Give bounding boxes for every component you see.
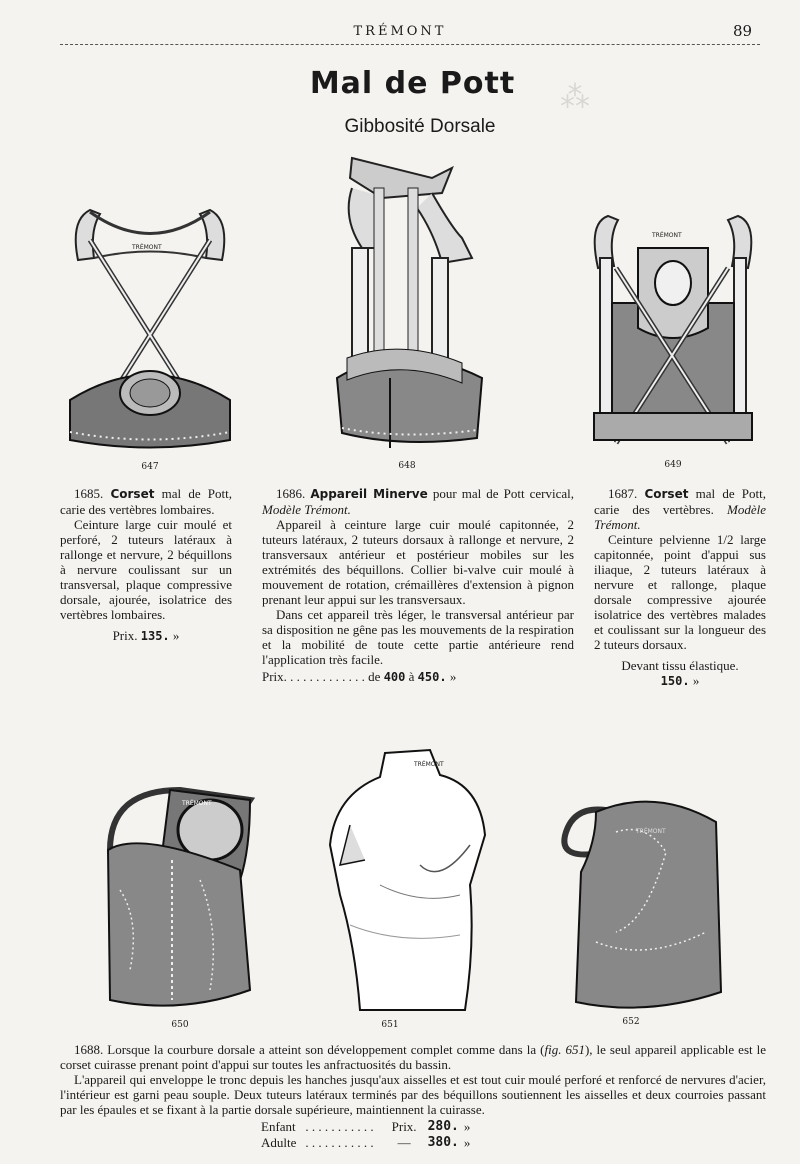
figure-651-number: 651 <box>381 1020 399 1030</box>
price-row-label: Adulte <box>261 1135 297 1150</box>
item-1685-price-line <box>60 628 232 644</box>
item-1685-price-suffix: » <box>172 628 180 643</box>
price-row-price: 280. <box>427 1119 459 1134</box>
item-1688-text: Lorsque la courbure dorsale a atteint son développement complet comme dans la <box>107 1042 537 1057</box>
item-1685 <box>60 486 232 644</box>
page-number: 89 <box>733 22 753 40</box>
cuirass-652-illustration <box>556 782 726 1017</box>
item-1687-number: 1687. <box>608 486 638 501</box>
item-1685-price: 135. <box>140 629 170 643</box>
price-row-adulte <box>260 1135 471 1151</box>
item-1686-price-from: 400 <box>383 670 406 684</box>
minerve-648-illustration <box>322 148 492 453</box>
figure-650 <box>100 770 260 1035</box>
corset-647-illustration <box>60 200 240 460</box>
item-1688: 1688. Lorsque la courbure dorsale a atteint son développement complet comme dans la (fig. 651), le seul appareil applicable est le corset cuirasse prenant point d'appui sur toutes les anfractuosités du bassin. L'appareil qui enveloppe le tronc depuis les hanches jusqu'aux aisselles et est tout cuir moulé perforé et renforcé de nervures d'acier, l'intérieur est garni peau souple. Deux tuteurs latéraux terminés par des béquillons soutiennent les aisselles et deux courroies passant par les épaules et se fixant à la partie dorsale supérieure, maintiennent la cuirasse. Enfant . . . . . . . . . . . Prix. 280. » Adulte . . . . . . . . . . . — 380. » <box>60 1042 766 1150</box>
item-1687-description: Ceinture pelvienne 1/2 large capitonnée, point d'appui sus iliaque, 2 tuteurs latéraux à nervure et rallonge, plaque dorsale compressive ajourée isolatrice des vertèbres malades et coulissant sur la longueur des 2 tuteurs dorsaux. <box>594 532 766 652</box>
figure-649-mark: TRÉMONT <box>652 232 682 239</box>
item-1685-lead: mal de Pott, carie des vertèbres lombaires. <box>60 486 233 517</box>
figure-647-mark: TRÉMONT <box>132 244 162 251</box>
item-1686 <box>262 486 574 685</box>
item-1686-description: Appareil à ceinture large cuir moulé capitonnée, 2 tuteurs latéraux, 2 tuteurs dorsaux à rallonge et nervure, 2 transversaux antérieur et postérieur mobiles sur les extrémités des béquillons. Collier bi-valve cuir moulé à mouvement de rotation, crémaillères d'extension à pignon prenant leur appui sur les transversaux. <box>262 517 574 607</box>
figure-650-mark: TRÉMONT <box>182 800 212 807</box>
item-1687-price-suffix: » <box>692 673 700 688</box>
item-1686-model: Modèle Trémont. <box>262 502 351 517</box>
item-1688-fig-ref: fig. 651 <box>544 1042 585 1057</box>
figure-652-mark: TRÉMONT <box>636 828 666 835</box>
figure-648-number: 648 <box>398 461 416 471</box>
figure-647 <box>60 200 240 470</box>
item-1686-price-sep: à <box>408 669 415 684</box>
corset-649-illustration <box>588 208 758 458</box>
item-1686-description-2: Dans cet appareil très léger, le transversal antérieur par sa disposition ne gêne pas les mouvements de la respiration et la mobilité de toute cette partie antérieure rend l'application très facile. <box>262 607 574 667</box>
price-row-suffix: » <box>463 1135 471 1150</box>
figure-651-mark: TRÉMONT <box>414 761 444 768</box>
item-1687-price-line <box>594 673 766 689</box>
figure-651 <box>320 745 490 1035</box>
figure-648 <box>322 148 492 470</box>
page-title: Mal de Pott <box>309 66 516 101</box>
item-1688-price-table <box>260 1119 471 1151</box>
item-1687-lead: mal de Pott, carie des vertèbres. <box>594 486 767 517</box>
figure-652 <box>556 782 726 1035</box>
item-1687-extra: Devant tissu élastique. <box>621 658 739 673</box>
item-1686-price-line <box>262 669 574 685</box>
item-1688-text-cont: , le seul appareil applicable est le corset cuirasse prenant point d'appui sur toutes les anfractuosités du bassin. <box>60 1042 766 1072</box>
item-1685-price-label: Prix. <box>112 628 138 643</box>
item-1687-name: Corset <box>644 487 689 501</box>
item-1687-model: Modèle Trémont. <box>594 502 766 532</box>
item-1688-description: L'appareil qui enveloppe le tronc depuis les hanches jusqu'aux aisselles et est tout cuir moulé perforé et renforcé de nervures d'acier, l'intérieur est garni peau souple. Deux tuteurs latéraux terminés par des béquillons soutiennent les aisselles et deux courroies passant par les épaules et se fixant à la partie dorsale supérieure, maintiennent la cuirasse. <box>60 1072 766 1117</box>
figure-652-number: 652 <box>622 1017 640 1027</box>
cuirass-650-illustration <box>100 770 260 1020</box>
price-row-enfant <box>260 1119 471 1135</box>
item-1685-name: Corset <box>110 487 155 501</box>
item-1686-name: Appareil Minerve <box>310 487 428 501</box>
item-1685-number: 1685. <box>74 486 104 501</box>
item-1686-lead: pour mal de Pott cervical, <box>432 486 574 501</box>
price-row-dots: . . . . . . . . . . . <box>305 1119 374 1134</box>
price-row-price: 380. <box>427 1135 459 1150</box>
price-row-label: Enfant <box>261 1119 296 1134</box>
price-row-dots: . . . . . . . . . . . <box>305 1135 374 1150</box>
figure-649-number: 649 <box>664 460 682 470</box>
price-row-mid: — <box>397 1135 411 1150</box>
item-1687 <box>594 486 766 689</box>
item-1686-price-to: 450. <box>417 670 447 684</box>
figure-650-number: 650 <box>171 1020 189 1030</box>
item-1685-description: Ceinture large cuir moulé et perforé, 2 tuteurs latéraux à rallonge et nervure, 2 béquillons à nervure coulissant sur un transversal, plaque compressive dorsale, ajourée, isolatrice des vertèbres lombaires. <box>60 517 232 622</box>
page-subtitle: Gibbosité Dorsale <box>344 116 496 137</box>
header-rule <box>60 44 760 45</box>
bleed-through: ⁂ <box>560 80 590 115</box>
price-row-mid: Prix. <box>391 1119 417 1134</box>
figure-647-number: 647 <box>141 462 159 472</box>
torso-651-illustration <box>320 745 490 1020</box>
item-1686-price-suffix: » <box>449 669 457 684</box>
item-1687-price: 150. <box>660 674 690 688</box>
item-1686-number: 1686. <box>276 486 306 501</box>
running-title: TRÉMONT <box>353 24 447 39</box>
price-row-suffix: » <box>463 1119 471 1134</box>
item-1686-price-label: Prix. . . . . . . . . . . . . de <box>262 669 381 684</box>
item-1688-number: 1688. <box>74 1042 104 1057</box>
figure-649 <box>588 208 758 470</box>
